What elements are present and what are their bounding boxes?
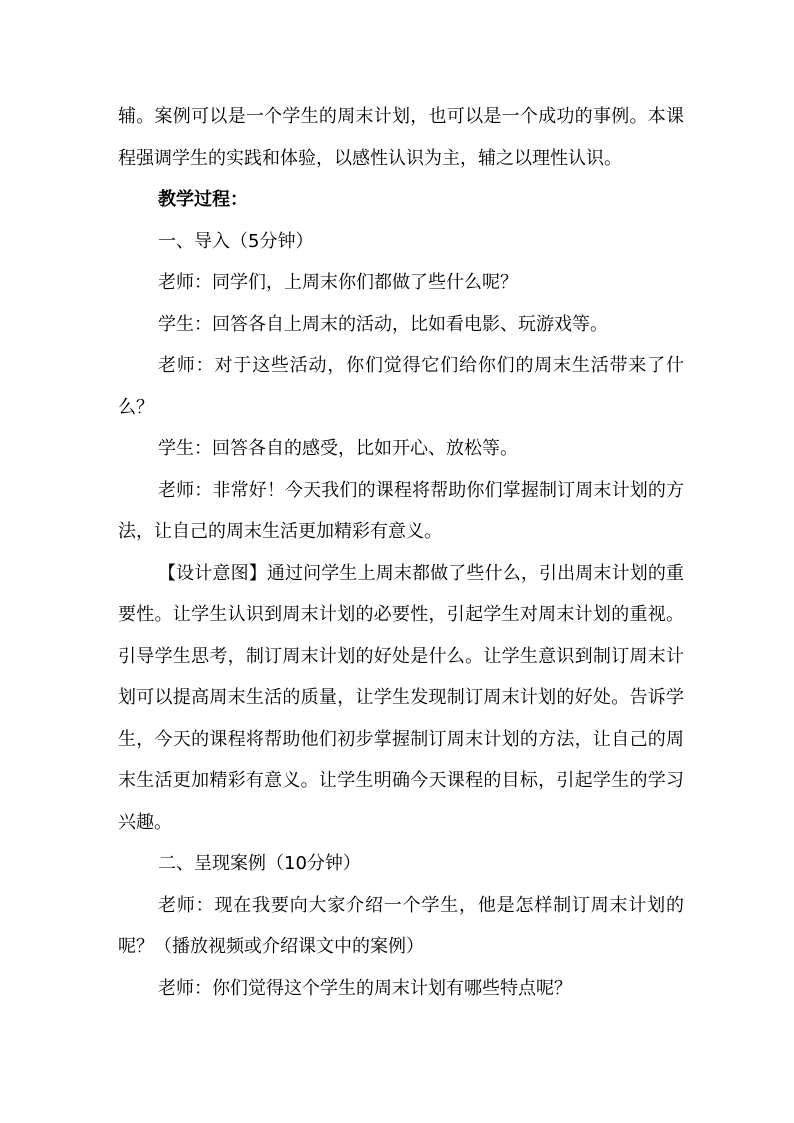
dialogue-student-answer: 学生：回答各自上周末的活动，比如看电影、玩游戏等。 bbox=[158, 313, 608, 335]
dialogue-student-feelings: 学生：回答各自的感受，比如开心、放松等。 bbox=[158, 438, 518, 459]
dialogue-teacher-question: 老师：同学们，上周末你们都做了些什么呢？ bbox=[158, 272, 518, 293]
design-intent-paragraph: 【设计意图】通过问学生上周末都做了些什么，引出周末计划的重要性。让学生认识到周末计划的必要性，引起学生对周末计划的重视。引导学生思考，制订周末计划的好处是什么。让学生意识到制订周末计划可以提高周末生活的质量，让学生发现制订周末计划的好处。告诉学生，今天的课程将帮助他们初步掌握制订周末计划的方法，让自己的周末生活更加精彩有意义。让学生明确今天课程的目标，引起学生的学习兴趣。 bbox=[118, 562, 684, 833]
paragraph-case-description: 辅。案例可以是一个学生的周末计划，也可以是一个成功的事例。本课程强调学生的实践和体验，以感性认识为主，辅之以理性认识。 bbox=[118, 106, 684, 169]
section-heading-case-presentation: 二、呈现案例（10分钟） bbox=[158, 853, 361, 874]
section-heading-introduction: 一、导入（5分钟） bbox=[158, 230, 314, 252]
dialogue-teacher-summary: 老师：非常好！今天我们的课程将帮助你们掌握制订周末计划的方法，让自己的周末生活更加精彩有意义。 bbox=[118, 479, 684, 542]
dialogue-teacher-introduce-case: 老师：现在我要向大家介绍一个学生，他是怎样制订周末计划的呢？（播放视频或介绍课文中的案例） bbox=[118, 894, 684, 957]
document-body bbox=[118, 96, 684, 1009]
heading-teaching-process: 教学过程： bbox=[158, 189, 248, 210]
dialogue-teacher-followup: 老师：对于这些活动，你们觉得它们给你们的周末生活带来了什么？ bbox=[118, 355, 684, 418]
dialogue-teacher-case-question: 老师：你们觉得这个学生的周末计划有哪些特点呢？ bbox=[158, 977, 572, 999]
